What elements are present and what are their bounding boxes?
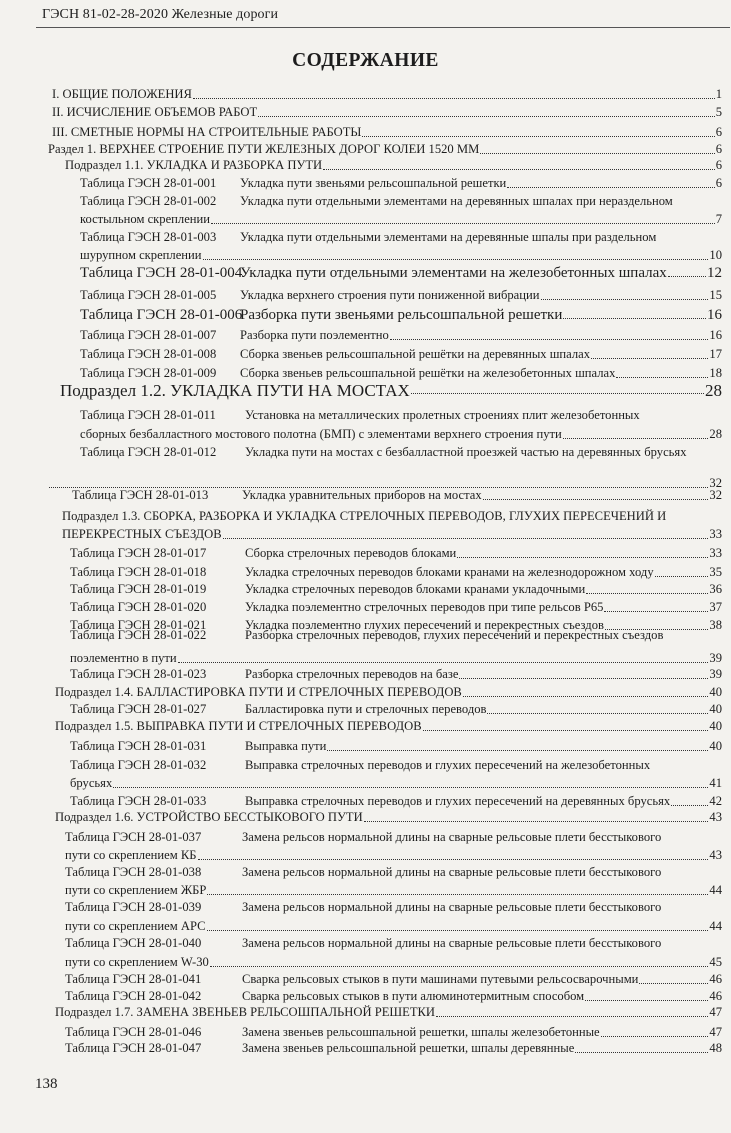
toc-table-code: Таблица ГЭСН 28-01-022 [70,628,207,642]
toc-line [55,684,722,701]
toc-entry-text [70,564,654,581]
toc-entry-title: Сборка стрелочных переводов блоками [245,546,457,560]
toc-entry-text [65,971,638,988]
toc-entry-text [80,407,640,424]
toc-table-code: Таблица ГЭСН 28-01-041 [65,972,202,986]
toc-table-code: Таблица ГЭСН 28-01-027 [70,702,207,716]
toc-page-number: 32 [709,488,722,502]
toc-entry-text [65,1040,574,1057]
toc-table-code: Таблица ГЭСН 28-01-012 [80,445,217,459]
toc-page-number: 12 [707,265,722,281]
toc-page-number: 1 [715,87,722,101]
toc-entry-text [62,508,666,525]
toc-line [80,444,722,461]
toc-page-number: 6 [715,125,722,139]
toc-entry-title: Укладка стрелочных переводов блоками кранами на железнодорожном ходу [245,565,654,579]
toc-table-code: Таблица ГЭСН 28-01-002 [80,194,217,208]
toc-table-code: Таблица ГЭСН 28-01-031 [70,739,207,753]
toc-leader-dots [463,696,709,697]
toc-entry-text [70,627,663,644]
toc-entry-title: Замена звеньев рельсошпальной решетки, шпалы деревянные [242,1041,575,1055]
toc-entry-title: Подраздел 1.4. БАЛЛАСТИРОВКА ПУТИ И СТРЕЛОЧНЫХ ПЕРЕВОДОВ [55,685,462,699]
toc-line [70,627,722,644]
toc-leader-dots [423,730,709,731]
toc-entry-text [70,666,458,683]
toc-leader-dots [563,438,709,439]
toc-line [65,1040,722,1057]
toc-entry-title: Сварка рельсовых стыков в пути алюминотермитным способом [242,989,585,1003]
toc-line [70,757,722,774]
toc-leader-dots [668,276,706,277]
toc-line [70,775,722,792]
toc-leader-dots [480,153,714,154]
toc-leader-dots [586,593,708,594]
toc-line [80,426,722,443]
toc-table-code: Таблица ГЭСН 28-01-047 [65,1041,202,1055]
toc-entry-text [80,265,667,282]
toc-page-number: 28 [705,381,722,400]
toc-line [65,829,722,846]
toc-table-code: Таблица ГЭСН 28-01-006 [80,307,243,323]
toc-line [80,265,722,282]
toc-page-number: 47 [709,1025,722,1039]
toc-entry-text [70,757,650,774]
toc-line [80,229,722,246]
toc-entry-title: Замена рельсов нормальной длины на сварные рельсовые плети бесстыкового [242,865,662,879]
toc-entry-title: Замена звеньев рельсошпальной решетки, шпалы железобетонные [242,1025,600,1039]
toc-leader-dots [487,713,708,714]
toc-entry-text [48,141,479,158]
page-title: СОДЕРЖАНИЕ [292,50,439,71]
toc-line [65,157,722,174]
toc-entry-title: Выправка пути [245,739,327,753]
toc-entry-title: пути со скреплением АРС [65,919,206,933]
toc-line [65,882,722,899]
toc-page-number: 39 [709,651,722,665]
toc-entry-title: Балластировка пути и стрелочных переводов [245,702,487,716]
toc-line [80,327,722,344]
toc-entry-title: Разборка пути звеньями рельсошпальной решетки [240,307,563,323]
toc-line [48,141,722,158]
toc-line [70,793,722,810]
toc-leader-dots [616,377,708,378]
toc-table-code: Таблица ГЭСН 28-01-042 [65,989,202,1003]
toc-entry-text [80,175,506,192]
toc-entry-text [65,988,584,1005]
toc-line [52,86,722,103]
toc-line [52,104,722,121]
toc-entry-title: Укладка пути отдельными элементами на железобетонных шпалах [240,265,667,281]
toc-page-number: 38 [709,618,722,632]
toc-line [80,247,722,264]
toc-page-number: 32 [709,476,722,490]
toc-line [55,1004,722,1021]
toc-entry-title: Сборка звеньев рельсошпальной решётки на деревянных шпалах [240,347,591,361]
toc-entry-title: Выправка стрелочных переводов и глухих пересечений на деревянных брусьях [245,794,671,808]
toc-entry-title: Подраздел 1.2. УКЛАДКА ПУТИ НА МОСТАХ [60,381,410,400]
toc-entry-title: Раздел 1. ВЕРХНЕЕ СТРОЕНИЕ ПУТИ ЖЕЛЕЗНЫХ ДОРОГ КОЛЕИ 1520 ММ [48,142,480,156]
toc-entry-title: Укладка поэлементно стрелочных переводов при типе рельсов Р65 [245,600,604,614]
toc-leader-dots [207,930,709,931]
toc-line [80,346,722,363]
toc-entry-text [65,847,197,864]
toc-entry-title: Подраздел 1.1. УКЛАДКА И РАЗБОРКА ПУТИ [65,158,323,172]
toc-entry-text [65,829,661,846]
toc-page-number: 10 [709,248,722,262]
toc-line [65,935,722,952]
toc-table-code: Таблица ГЭСН 28-01-001 [80,176,217,190]
toc-leader-dots [459,678,708,679]
toc-page-number: 6 [715,176,722,190]
toc-page-number: 40 [709,702,722,716]
toc-entry-title: Укладка пути отдельными элементами на деревянных шпалах при нераздельном [240,194,673,208]
toc-leader-dots [364,821,709,822]
toc-entry-text [70,701,486,718]
toc-entry-text [55,718,422,735]
toc-table-code: Таблица ГЭСН 28-01-020 [70,600,207,614]
toc-entry-title: III. СМЕТНЫЕ НОРМЫ НА СТРОИТЕЛЬНЫЕ РАБОТЫ [52,125,362,139]
toc-entry-text [65,1024,600,1041]
toc-line [80,407,722,424]
toc-entry-title: пути со скреплением КБ [65,848,197,862]
toc-page-number: 36 [709,582,722,596]
toc-page-number: 15 [709,288,722,302]
running-header: ГЭСН 81-02-28-2020 Железные дороги [42,7,279,22]
toc-entry-title: Сварка рельсовых стыков в пути машинами путевыми рельсосварочными [242,972,639,986]
toc-table-code: Таблица ГЭСН 28-01-008 [80,347,217,361]
toc-line [55,718,722,735]
toc-entry-title: пути со скреплением W-30 [65,955,209,969]
toc-entry-text [72,487,482,504]
toc-line [70,545,722,562]
toc-table-code: Таблица ГЭСН 28-01-013 [72,488,209,502]
toc-entry-text [65,935,661,952]
toc-line [70,650,722,667]
toc-entry-text [62,526,222,543]
toc-leader-dots [507,187,714,188]
toc-line [70,581,722,598]
toc-entry-text [80,247,202,264]
toc-leader-dots [193,98,715,99]
toc-table-code: Таблица ГЭСН 28-01-021 [70,618,207,632]
toc-leader-dots [639,983,708,984]
toc-entry-text [65,882,206,899]
toc-entry-text [60,382,410,399]
toc-entry-text [70,545,456,562]
toc-entry-title: Подраздел 1.5. ВЫПРАВКА ПУТИ И СТРЕЛОЧНЫХ ПЕРЕВОДОВ [55,719,422,733]
toc-page-number: 40 [709,685,722,699]
toc-entry-text [55,809,363,826]
toc-leader-dots [601,1036,709,1037]
page-number: 138 [35,1076,58,1092]
toc-entry-title: Укладка пути звеньями рельсошпальной решетки [240,176,507,190]
toc-table-code: Таблица ГЭСН 28-01-039 [65,900,202,914]
toc-entry-text [52,86,192,103]
toc-line [70,738,722,755]
toc-table-code: Таблица ГЭСН 28-01-019 [70,582,207,596]
toc-entry-title: Укладка стрелочных переводов блоками кранами укладочными [245,582,586,596]
toc-leader-dots [655,576,709,577]
toc-line [70,701,722,718]
toc-leader-dots [390,339,709,340]
toc-leader-dots [563,318,706,319]
toc-entry-text [80,346,590,363]
toc-entry-text [65,899,661,916]
toc-entry-text [52,104,257,121]
toc-leader-dots [541,299,709,300]
toc-line [65,1024,722,1041]
toc-entry-text [80,307,562,324]
toc-entry-text [80,365,615,382]
toc-line [62,508,722,525]
toc-entry-text [70,775,112,792]
toc-line [72,487,722,504]
toc-leader-dots [585,1000,708,1001]
toc-entry-title: Замена рельсов нормальной длины на сварные рельсовые плети бесстыкового [242,936,662,950]
toc-entry-text [80,444,687,461]
toc-entry-text [70,581,585,598]
toc-entry-title: Укладка верхнего строения пути пониженной вибрации [240,288,540,302]
toc-entry-title: Подраздел 1.3. СБОРКА, РАЗБОРКА И УКЛАДКА СТРЕЛОЧНЫХ ПЕРЕВОДОВ, ГЛУХИХ ПЕРЕСЕЧЕНИЙ И [62,509,667,523]
toc-page-number: 48 [709,1041,722,1055]
toc-leader-dots [575,1052,708,1053]
toc-page-number: 46 [709,972,722,986]
toc-page-number: 16 [707,307,722,323]
toc-line [70,564,722,581]
toc-leader-dots [210,966,709,967]
toc-entry-title: Подраздел 1.6. УСТРОЙСТВО БЕССТЫКОВОГО ПУТИ [55,810,363,824]
toc-entry-title: Замена рельсов нормальной длины на сварные рельсовые плети бесстыкового [242,900,662,914]
toc-page-number: 6 [715,142,722,156]
toc-page-number: 33 [709,527,722,541]
toc-entry-title: II. ИСЧИСЛЕНИЕ ОБЪЕМОВ РАБОТ [52,105,258,119]
toc-entry-title: Укладка пути отдельными элементами на деревянные шпалы при раздельном [240,230,657,244]
toc-leader-dots [223,538,709,539]
toc-line [70,599,722,616]
toc-entry-title: пути со скреплением ЖБР [65,883,207,897]
toc-entry-text [70,650,177,667]
toc-line [80,193,722,210]
toc-leader-dots [436,1016,708,1017]
toc-entry-title: Выправка стрелочных переводов и глухих пересечений на железобетонных [245,758,651,772]
toc-entry-text [80,229,656,246]
toc-line [80,307,722,324]
toc-page-number: 37 [709,600,722,614]
toc-line [62,526,722,543]
toc-line [52,124,722,141]
toc-entry-title: костыльном скреплении [80,212,211,226]
toc-leader-dots [671,805,708,806]
toc-page-number: 40 [709,719,722,733]
toc-page-number: 43 [709,848,722,862]
toc-page-number: 45 [709,955,722,969]
toc-leader-dots [327,750,708,751]
toc-page-number: 33 [709,546,722,560]
toc-entry-title: Укладка уравнительных приборов на мостах [242,488,482,502]
toc-line [80,365,722,382]
toc-entry-text [65,954,209,971]
toc-page-number: 18 [709,366,722,380]
toc-table-code: Таблица ГЭСН 28-01-004 [80,265,243,281]
toc-entry-text [70,738,326,755]
toc-leader-dots [211,223,715,224]
toc-leader-dots [483,499,709,500]
toc-entry-title: поэлементно в пути [70,651,177,665]
toc-entry-title: Подраздел 1.7. ЗАМЕНА ЗВЕНЬЕВ РЕЛЬСОШПАЛЬНОЙ РЕШЕТКИ [55,1005,436,1019]
toc-entry-text [65,864,661,881]
toc-page-number: 40 [709,739,722,753]
toc-table-code: Таблица ГЭСН 28-01-023 [70,667,207,681]
toc-page-number: 44 [709,883,722,897]
toc-line [65,954,722,971]
toc-table-code: Таблица ГЭСН 28-01-007 [80,328,217,342]
toc-page-number: 5 [715,105,722,119]
toc-table-code: Таблица ГЭСН 28-01-033 [70,794,207,808]
toc-leader-dots [178,662,709,663]
toc-line [60,382,722,399]
toc-leader-dots [113,787,708,788]
toc-entry-title: брусьях [70,776,113,790]
toc-entry-text [80,287,540,304]
toc-page-number: 42 [709,794,722,808]
toc-line [65,918,722,935]
toc-leader-dots [207,894,708,895]
toc-leader-dots [323,169,715,170]
toc-table-code: Таблица ГЭСН 28-01-038 [65,865,202,879]
toc-page-number: 47 [709,1005,722,1019]
toc-table-code: Таблица ГЭСН 28-01-003 [80,230,217,244]
toc-leader-dots [457,557,708,558]
toc-line [65,899,722,916]
toc-page-number: 44 [709,919,722,933]
toc-page-number: 43 [709,810,722,824]
toc-entry-text [65,918,206,935]
toc-page-number: 17 [709,347,722,361]
toc-line [80,211,722,228]
toc-line [55,809,722,826]
toc-entry-title: Сборка звеньев рельсошпальной решётки на железобетонных шпалах [240,366,616,380]
toc-table-code: Таблица ГЭСН 28-01-046 [65,1025,202,1039]
toc-table-code: Таблица ГЭСН 28-01-032 [70,758,207,772]
toc-page-number: 35 [709,565,722,579]
toc-entry-text [65,157,322,174]
toc-line [80,175,722,192]
toc-page-number: 7 [715,212,722,226]
toc-entry-text [80,327,389,344]
toc-page-number: 41 [709,776,722,790]
toc-table-code: Таблица ГЭСН 28-01-017 [70,546,207,560]
toc-entry-title: шурупном скреплении [80,248,202,262]
toc-entry-text [80,193,673,210]
toc-entry-title: Разборка пути поэлементно [240,328,389,342]
toc-entry-title: Установка на металлических пролетных строениях плит железобетонных [245,408,640,422]
toc-leader-dots [198,859,709,860]
toc-leader-dots [203,259,709,260]
toc-line [70,666,722,683]
toc-entry-text [70,599,603,616]
toc-entry-text [55,1004,435,1021]
toc-page-number: 16 [709,328,722,342]
toc-entry-title: сборных безбалластного мостового полотна (БМП) с элементами верхнего строения пути [80,427,562,441]
toc-entry-title: ПЕРЕКРЕСТНЫХ СЪЕЗДОВ [62,527,222,541]
toc-line [65,847,722,864]
toc-line [65,988,722,1005]
toc-entry-title: Разборка стрелочных переводов, глухих пересечений и перекрестных съездов [245,628,664,642]
toc-leader-dots [258,116,715,117]
toc-table-code: Таблица ГЭСН 28-01-018 [70,565,207,579]
toc-page-number: 46 [709,989,722,1003]
toc-entry-title: I. ОБЩИЕ ПОЛОЖЕНИЯ [52,87,192,101]
toc-leader-dots [362,136,714,137]
toc-table-code: Таблица ГЭСН 28-01-011 [80,408,216,422]
toc-entry-text [55,684,462,701]
toc-table-code: Таблица ГЭСН 28-01-009 [80,366,217,380]
toc-page-number: 6 [715,158,722,172]
toc-table-code: Таблица ГЭСН 28-01-040 [65,936,202,950]
toc-page-number: 39 [709,667,722,681]
toc-page-number: 28 [709,427,722,441]
toc-line [65,971,722,988]
toc-entry-text [70,793,670,810]
toc-entry-title: Разборка стрелочных переводов на базе [245,667,459,681]
toc-line [80,287,722,304]
toc-line [65,864,722,881]
toc-entry-text [80,211,210,228]
toc-entry-title: Укладка поэлементно глухих пересечений и перекрестных съездов [245,618,604,632]
toc-entry-title: Укладка пути на мостах с безбалластной проезжей частью на деревянных брусьях [245,445,687,459]
toc-leader-dots [591,358,708,359]
toc-table-code: Таблица ГЭСН 28-01-005 [80,288,217,302]
toc-leader-dots [604,611,708,612]
toc-leader-dots [411,393,704,394]
toc-entry-title: Замена рельсов нормальной длины на сварные рельсовые плети бесстыкового [242,830,662,844]
toc-entry-text [80,426,562,443]
toc-table-code: Таблица ГЭСН 28-01-037 [65,830,202,844]
toc-entry-text [52,124,361,141]
